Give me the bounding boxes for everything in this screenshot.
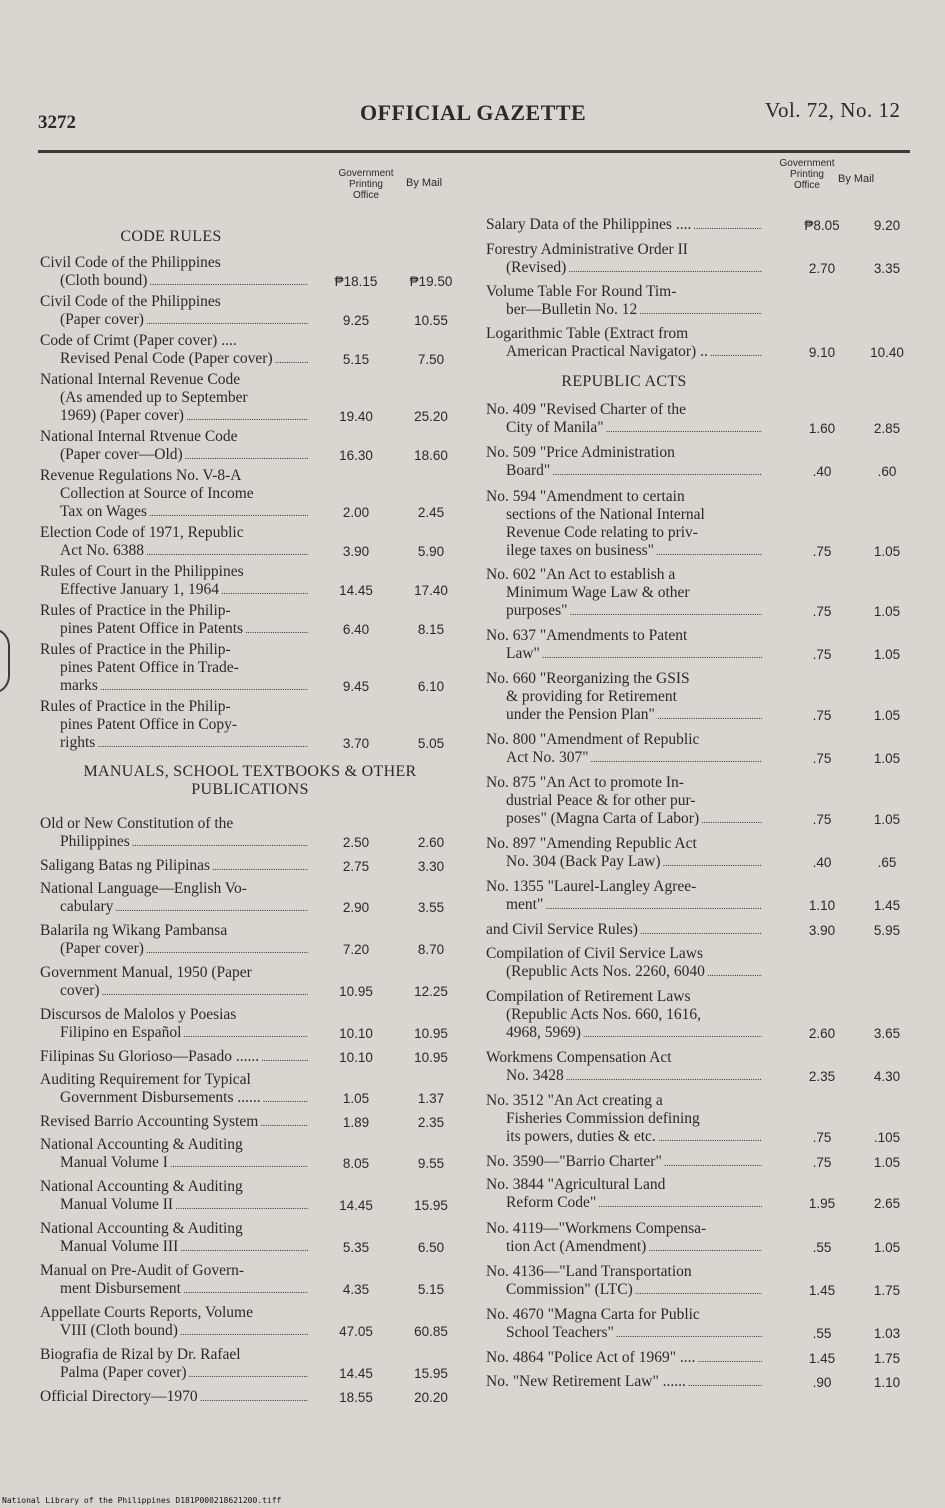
gpo-price: 7.20 bbox=[342, 942, 370, 957]
gpo-price: ₱18.15 bbox=[334, 274, 378, 289]
code-rule-entry bbox=[40, 524, 445, 561]
code-rule-entry bbox=[40, 467, 445, 522]
republic-act-entry bbox=[486, 1092, 901, 1147]
code-rule-entry bbox=[40, 254, 453, 291]
gpo-price: 2.90 bbox=[342, 900, 370, 915]
volume-number: Vol. 72, No. 12 bbox=[765, 98, 901, 122]
entry-title: Workmens Compensation Act No. 3428 ..... bbox=[486, 1049, 762, 1086]
gpo-price: 14.45 bbox=[339, 1366, 373, 1381]
mail-price: 3.30 bbox=[417, 859, 445, 874]
entry-title: No. 800 "Amendment of Republic Act No. 307" ..... bbox=[486, 731, 762, 768]
mail-price: 1.05 bbox=[873, 1239, 901, 1255]
gpo-price: 47.05 bbox=[339, 1324, 373, 1339]
mail-price: .60 bbox=[877, 464, 897, 480]
left-mail-header: By Mail bbox=[406, 177, 443, 189]
publication-entry bbox=[40, 964, 448, 1001]
entry-title: No. "New Retirement Law" ...... ..... bbox=[486, 1373, 762, 1392]
gpo-price: .75 bbox=[812, 750, 832, 766]
republic-act-entry bbox=[486, 444, 897, 481]
gpo-price: 2.75 bbox=[342, 859, 370, 874]
republic-act-entry bbox=[486, 401, 901, 438]
entry-title: Rules of Court in the Philippines Effective January 1, 1964 ..... bbox=[40, 563, 308, 600]
mail-price: 5.15 bbox=[417, 1282, 445, 1297]
gpo-price: 10.95 bbox=[339, 984, 373, 999]
mail-price: 1.05 bbox=[873, 604, 901, 619]
gpo-price: 9.25 bbox=[342, 313, 370, 328]
publication-entry bbox=[40, 1178, 448, 1215]
publication-entry bbox=[40, 1048, 448, 1067]
code-rule-entry bbox=[40, 332, 445, 369]
code-rules-heading: CODE RULES bbox=[120, 228, 222, 245]
gpo-price: 14.45 bbox=[339, 1198, 373, 1213]
republic-act-entry bbox=[486, 1152, 901, 1172]
mail-price: 10.40 bbox=[870, 345, 904, 360]
mail-price: ₱19.50 bbox=[409, 274, 453, 289]
entry-title: and Civil Service Rules) ..... bbox=[486, 921, 762, 940]
publication-entry bbox=[486, 325, 904, 362]
entry-title: No. 3590—"Barrio Charter" ..... bbox=[486, 1153, 762, 1172]
mail-price: 3.65 bbox=[873, 1026, 901, 1041]
gpo-price: .40 bbox=[812, 854, 832, 870]
mail-price: 2.35 bbox=[417, 1115, 445, 1130]
republic-act-entry bbox=[486, 626, 901, 664]
gpo-price: .55 bbox=[812, 1326, 832, 1341]
entry-title: Biografia de Rizal by Dr. Rafael Palma (Paper cover) ..... bbox=[40, 1346, 308, 1383]
entry-title: Discursos de Malolos y Poesias Filipino en Español ..... bbox=[40, 1006, 308, 1043]
mail-price: 5.90 bbox=[417, 544, 445, 559]
gpo-price: 18.55 bbox=[339, 1390, 373, 1405]
scan-footer: National Library of the Philippines D181P000218621200.tiff bbox=[2, 1496, 282, 1505]
mail-price: 8.70 bbox=[417, 942, 445, 957]
publication-entry bbox=[486, 283, 762, 320]
gazette-title: OFFICIAL GAZETTE bbox=[360, 100, 587, 125]
entry-title: Filipinas Su Glorioso—Pasado ...... ..... bbox=[40, 1048, 308, 1067]
entry-title: Saligang Batas ng Pilipinas ..... bbox=[40, 857, 308, 876]
mail-price: 12.25 bbox=[414, 984, 448, 999]
mail-price: 4.30 bbox=[873, 1068, 901, 1084]
gpo-price: .75 bbox=[812, 646, 832, 662]
mail-price: 3.35 bbox=[873, 260, 901, 276]
republic-acts-heading: REPUBLIC ACTS bbox=[561, 373, 687, 391]
gpo-price: 2.70 bbox=[808, 260, 836, 276]
entry-title: Balarila ng Wikang Pambansa (Paper cover) ..... bbox=[40, 922, 308, 959]
publication-entry bbox=[40, 1262, 445, 1299]
republic-act-entry bbox=[486, 1349, 901, 1368]
gpo-price: 2.35 bbox=[808, 1068, 836, 1084]
gpo-price: 3.70 bbox=[342, 736, 370, 751]
republic-act-entry bbox=[486, 730, 901, 768]
mail-price: 20.20 bbox=[414, 1390, 448, 1405]
entry-title: Manual on Pre-Audit of Govern- ment Disbursement ..... bbox=[40, 1262, 308, 1299]
entry-title: Government Manual, 1950 (Paper cover) ..... bbox=[40, 964, 308, 1001]
mail-price: 10.95 bbox=[414, 1026, 448, 1041]
code-rule-entry bbox=[40, 641, 445, 696]
mail-price: 25.20 bbox=[414, 409, 448, 424]
republic-act-entry bbox=[486, 566, 901, 621]
mail-price: 1.45 bbox=[873, 898, 901, 913]
gpo-price: 3.90 bbox=[342, 544, 370, 559]
gpo-price: .75 bbox=[812, 604, 832, 619]
entry-title: National Accounting & Auditing Manual Volume III ..... bbox=[40, 1220, 308, 1257]
code-rule-entry bbox=[40, 563, 448, 600]
mail-price: 1.05 bbox=[873, 750, 901, 766]
code-rule-entry bbox=[40, 293, 448, 330]
entry-title: No. 3512 "An Act creating a Fisheries Commission defining its powers, duties & etc. ..... bbox=[486, 1092, 762, 1147]
gpo-price: 10.10 bbox=[339, 1050, 373, 1065]
mail-price: 15.95 bbox=[414, 1366, 448, 1381]
publication-entry bbox=[40, 857, 445, 876]
gpo-price: 10.10 bbox=[339, 1026, 373, 1041]
gpo-price: 16.30 bbox=[339, 448, 373, 463]
mail-price: 2.65 bbox=[873, 1196, 901, 1212]
entry-title: National Accounting & Auditing Manual Volume I ..... bbox=[40, 1136, 308, 1173]
binding-mark bbox=[0, 628, 10, 694]
mail-price: 18.60 bbox=[414, 448, 448, 463]
publication-entry bbox=[40, 1220, 445, 1257]
gpo-price: 2.00 bbox=[342, 505, 370, 520]
republic-act-entry bbox=[486, 1219, 901, 1257]
entry-title: No. 602 "An Act to establish a Minimum Wage Law & other purposes" ..... bbox=[486, 566, 762, 621]
publication-entry bbox=[40, 922, 445, 959]
right-mail-header: By Mail bbox=[838, 173, 875, 185]
entry-title: Code of Crimt (Paper cover) .... Revised Penal Code (Paper cover) ..... bbox=[40, 332, 308, 369]
mail-price: 6.50 bbox=[417, 1240, 445, 1255]
entry-title: Rules of Practice in the Philip- pines Patent Office in Copy- rights ..... bbox=[40, 698, 308, 753]
republic-act-entry bbox=[486, 988, 901, 1043]
entry-title: Rules of Practice in the Philip- pines Patent Office in Patents ..... bbox=[40, 602, 308, 639]
gpo-price: .75 bbox=[812, 1154, 832, 1170]
mail-price: .105 bbox=[873, 1130, 901, 1145]
entry-title: Old or New Constitution of the Philippines ..... bbox=[40, 815, 308, 852]
gpo-price: 19.40 bbox=[339, 409, 373, 424]
republic-act-entry bbox=[486, 1048, 901, 1086]
entry-title: No. 4670 "Magna Carta for Public School Teachers" ..... bbox=[486, 1306, 762, 1343]
gpo-price: 14.45 bbox=[339, 583, 373, 598]
gpo-price: 1.60 bbox=[808, 421, 836, 437]
left-gpo-header: Government Printing Office bbox=[338, 168, 394, 201]
mail-price: 1.05 bbox=[873, 708, 901, 723]
republic-act-entry bbox=[486, 487, 901, 561]
gpo-price: .75 bbox=[812, 812, 832, 827]
entry-title: Volume Table For Round Tim- ber—Bulletin No. 12 ..... bbox=[486, 283, 762, 320]
entry-title: No. 594 "Amendment to certain sections of the National Internal Revenue Code relating to priv- ilege taxes on business" ..... bbox=[486, 488, 762, 561]
publication-entry bbox=[40, 1304, 448, 1341]
mail-price: 1.75 bbox=[873, 1351, 901, 1367]
mail-price: 6.10 bbox=[417, 679, 445, 694]
entry-title: Revenue Regulations No. V-8-A Collection at Source of Income Tax on Wages ..... bbox=[40, 467, 308, 522]
manuals-heading: MANUALS, SCHOOL TEXTBOOKS & OTHER PUBLICATIONS bbox=[83, 763, 417, 798]
entry-title: No. 3844 "Agricultural Land Reform Code" ..... bbox=[486, 1176, 762, 1213]
code-rule-entry bbox=[40, 371, 448, 426]
right-gpo-header: Government Printing Office bbox=[779, 158, 835, 191]
publication-entry bbox=[40, 1113, 445, 1132]
publication-entry bbox=[40, 1388, 448, 1407]
entry-title: Rules of Practice in the Philip- pines Patent Office in Trade- marks ..... bbox=[40, 641, 308, 696]
mail-price: 17.40 bbox=[414, 583, 448, 598]
entry-title: No. 897 "Amending Republic Act No. 304 (Back Pay Law) ..... bbox=[486, 835, 762, 872]
republic-act-entry bbox=[486, 834, 897, 872]
mail-price: 15.95 bbox=[414, 1198, 448, 1213]
gpo-price: 1.10 bbox=[808, 898, 836, 913]
gpo-price: 9.10 bbox=[808, 345, 836, 360]
entry-title: No. 4864 "Police Act of 1969" .... ..... bbox=[486, 1349, 762, 1368]
republic-act-entry bbox=[486, 1262, 901, 1300]
entry-title: Election Code of 1971, Republic Act No. 6388 ..... bbox=[40, 524, 308, 561]
publication-entry bbox=[486, 216, 901, 235]
mail-price: 5.05 bbox=[417, 736, 445, 751]
publication-entry bbox=[40, 1346, 448, 1383]
mail-price: 1.05 bbox=[873, 543, 901, 559]
publication-entry bbox=[40, 1071, 445, 1108]
gpo-price: .75 bbox=[812, 543, 832, 559]
gpo-price: .40 bbox=[812, 464, 832, 480]
code-rule-entry bbox=[40, 428, 448, 465]
entry-title: National Accounting & Auditing Manual Volume II ..... bbox=[40, 1178, 308, 1215]
entry-title: Civil Code of the Philippines (Cloth bound) ..... bbox=[40, 254, 308, 291]
entry-title: No. 1355 "Laurel-Langley Agree- ment" ..... bbox=[486, 878, 762, 915]
gpo-price: 2.50 bbox=[342, 835, 370, 850]
entry-title: National Internal Rtvenue Code (Paper cover—Old) ..... bbox=[40, 428, 308, 465]
mail-price: 3.55 bbox=[417, 900, 445, 915]
gpo-price: 5.15 bbox=[342, 352, 370, 367]
gpo-price: 5.35 bbox=[342, 1240, 370, 1255]
mail-price: 1.10 bbox=[873, 1374, 901, 1390]
entry-title: Revised Barrio Accounting System ..... bbox=[40, 1113, 308, 1132]
mail-price: 2.45 bbox=[417, 505, 445, 520]
entry-title: National Internal Revenue Code (As amended up to September 1969) (Paper cover) ..... bbox=[40, 371, 308, 426]
entry-title: No. 660 "Reorganizing the GSIS & providing for Retirement under the Pension Plan" ..... bbox=[486, 670, 762, 725]
entry-title: No. 4119—"Workmens Compensa- tion Act (Amendment) ..... bbox=[486, 1220, 762, 1257]
gpo-price: 3.90 bbox=[808, 923, 836, 939]
mail-price: 1.05 bbox=[873, 646, 901, 662]
publication-entry bbox=[40, 1136, 445, 1173]
mail-price: 10.95 bbox=[414, 1050, 448, 1065]
gpo-price: 1.45 bbox=[808, 1282, 836, 1298]
gpo-price: 1.89 bbox=[342, 1115, 370, 1130]
entry-title: No. 4136—"Land Transportation Commission" (LTC) ..... bbox=[486, 1263, 762, 1300]
republic-act-entry bbox=[486, 921, 901, 940]
republic-act-entry bbox=[486, 670, 901, 725]
gpo-price: 1.95 bbox=[808, 1196, 836, 1212]
gpo-price: .90 bbox=[812, 1374, 832, 1390]
republic-act-entry bbox=[486, 1306, 901, 1343]
publication-entry bbox=[40, 1006, 448, 1043]
header-rule bbox=[38, 150, 910, 153]
gpo-price: ₱8.05 bbox=[804, 218, 840, 233]
mail-price: 1.05 bbox=[873, 1154, 901, 1170]
mail-price: 7.50 bbox=[417, 352, 445, 367]
gpo-price: 8.05 bbox=[342, 1156, 370, 1171]
entry-title: No. 637 "Amendments to Patent Law" ..... bbox=[486, 627, 762, 664]
gpo-price: .55 bbox=[812, 1239, 832, 1255]
entry-title: Compilation of Civil Service Laws (Republic Acts Nos. 2260, 6040 ..... bbox=[486, 945, 762, 982]
mail-price: .65 bbox=[877, 854, 897, 870]
entry-title: Appellate Courts Reports, Volume VIII (Cloth bound) ..... bbox=[40, 1304, 308, 1341]
mail-price: 9.55 bbox=[417, 1156, 445, 1171]
mail-price: 1.03 bbox=[873, 1326, 901, 1341]
gpo-price: 1.05 bbox=[342, 1091, 370, 1106]
entry-title: Auditing Requirement for Typical Government Disbursements ...... ..... bbox=[40, 1071, 308, 1108]
mail-price: 2.85 bbox=[873, 421, 901, 437]
code-rule-entry bbox=[40, 698, 445, 753]
mail-price: 2.60 bbox=[417, 835, 445, 850]
republic-act-entry bbox=[486, 945, 762, 982]
mail-price: 60.85 bbox=[414, 1324, 448, 1339]
entry-title: Salary Data of the Philippines .... ..... bbox=[486, 216, 762, 235]
entry-title: No. 509 "Price Administration Board" ..... bbox=[486, 444, 762, 481]
gpo-price: .75 bbox=[812, 708, 832, 723]
republic-act-entry bbox=[486, 1372, 901, 1392]
entry-title: Compilation of Retirement Laws (Republic Acts Nos. 660, 1616, 4968, 5969) ..... bbox=[486, 988, 762, 1043]
republic-act-entry bbox=[486, 1176, 901, 1213]
republic-act-entry bbox=[486, 878, 901, 915]
publication-entry bbox=[40, 880, 445, 917]
gpo-price: .75 bbox=[812, 1130, 832, 1145]
mail-price: 5.95 bbox=[873, 923, 901, 939]
entry-title: Forestry Administrative Order II (Revised) ..... bbox=[486, 241, 762, 278]
publication-entry bbox=[40, 815, 445, 852]
entry-title: Official Directory—1970 ..... bbox=[40, 1388, 308, 1407]
republic-act-entry bbox=[486, 774, 901, 829]
gpo-price: 6.40 bbox=[342, 622, 370, 637]
gpo-price: 2.60 bbox=[808, 1026, 836, 1041]
entry-title: National Language—English Vo- cabulary ..... bbox=[40, 880, 308, 917]
publication-entry bbox=[486, 240, 901, 278]
mail-price: 1.37 bbox=[417, 1091, 445, 1106]
mail-price: 8.15 bbox=[417, 622, 445, 637]
gpo-price: 1.45 bbox=[808, 1351, 836, 1367]
entry-title: Logarithmic Table (Extract from American Practical Navigator) .. ..... bbox=[486, 325, 762, 362]
page-number: 3272 bbox=[38, 112, 76, 133]
gpo-price: 4.35 bbox=[342, 1282, 370, 1297]
mail-price: 9.20 bbox=[873, 218, 901, 233]
mail-price: 1.05 bbox=[873, 812, 901, 827]
entry-title: Civil Code of the Philippines (Paper cover) ..... bbox=[40, 293, 308, 330]
entry-title: No. 875 "An Act to promote In- dustrial Peace & for other pur- poses" (Magna Carta of Labor) ..... bbox=[486, 774, 762, 829]
gpo-price: 9.45 bbox=[342, 679, 370, 694]
mail-price: 1.75 bbox=[873, 1282, 901, 1298]
entry-title: No. 409 "Revised Charter of the City of Manila" ..... bbox=[486, 401, 762, 438]
code-rule-entry bbox=[40, 602, 445, 639]
mail-price: 10.55 bbox=[414, 313, 448, 328]
